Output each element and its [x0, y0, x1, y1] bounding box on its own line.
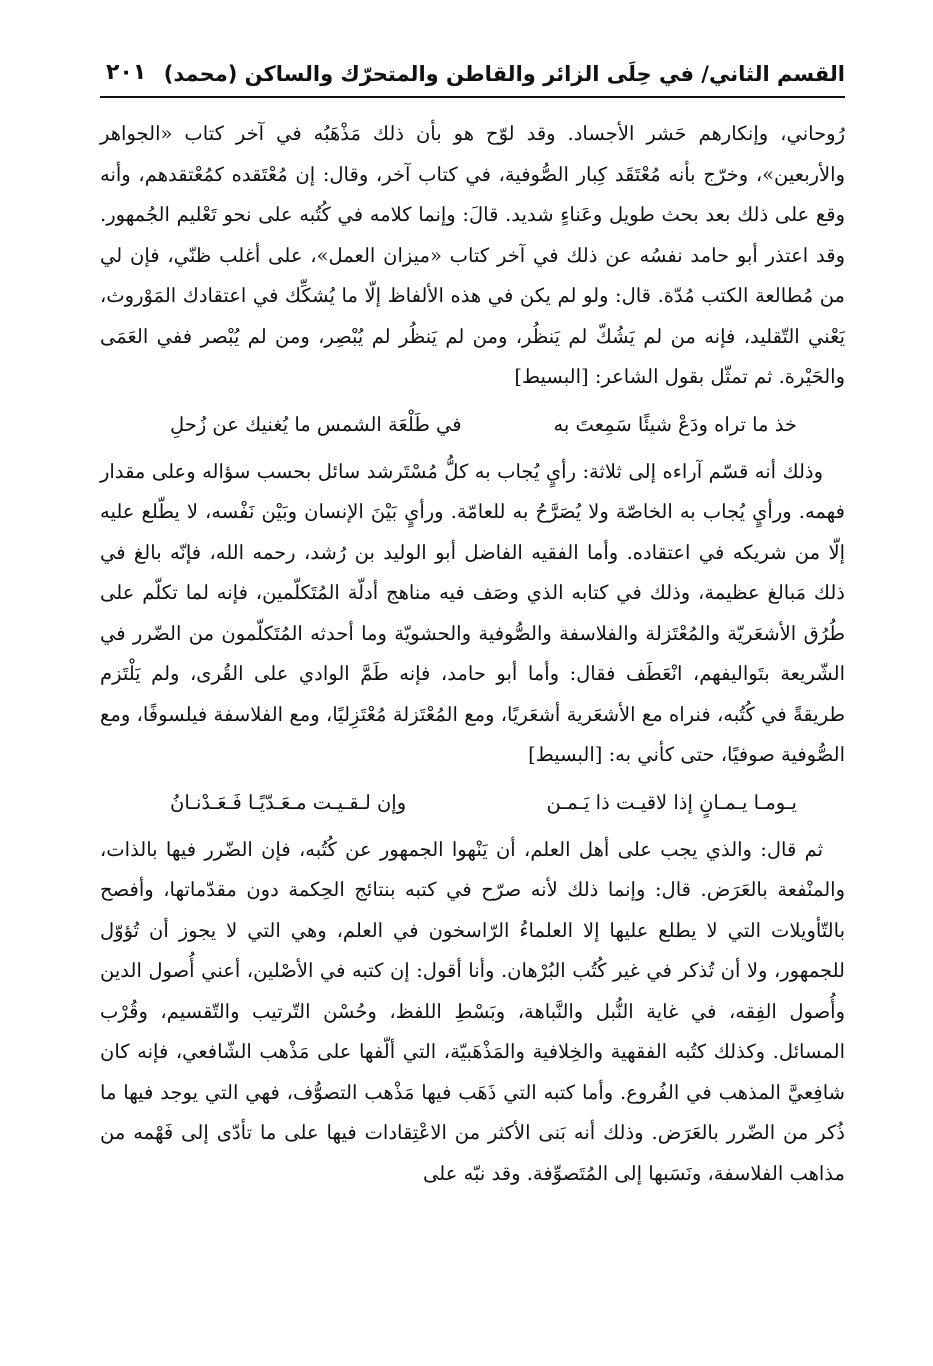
paragraph-2: وذلك أنه قسّم آراءه إلى ثلاثة: رأيٍ يُجاب به كلُّ مُسْتَرشد سائل بحسب سؤاله وعلى مقدار فهمه. ورأيٍ يُجاب به الخاصّة ولا يُصَرَّحُ به للعامّة. ورأيٍ بَيْنَ الإنسان وبَيْن نَفْسه، لا يطّلع عليه إلّا من شريكه في اعتقاده. وأما الفقيه الفاضل أبو الوليد بن رُشد، رحمه الله، فإنّه بالغ في ذلك مَبالغ عظيمة، وذلك في كتابه الذي وصَف فيه مناهج أدلّة المُتَكلّمين، فإنه لما تكلّم على طُرُق الأشعَريّة والمُعْتَزلة والفلاسفة والصُّوفية والحشويّة وما أحدثه المُتَكلّمون من الضّرر في الشّريعة بتَواليفهم، انْعَطَف فقال: وأما أبو حامد، فإنه طَمَّ الوادي على القُرى، ولم يَلْتَزم طريقةً في كُتُبه، فنراه مع الأشعَرية أشعَريًا، ومع المُعْتَزلة مُعْتَزِليًا، ومع الفلاسفة فيلسوفًا، ومع الصُّوفية صوفيًا، حتى كأني به: [البسيط]	[100, 459, 845, 766]
verse-1	[100, 398, 845, 452]
chapter-title: القسم الثاني/ في حِلَى الزائر والقاطن والمتحرّك والساكن (محمد)	[163, 62, 845, 86]
verse-1-second-hemistich: في طَلْعَة الشمس ما يُغنيك عن زُحلِ	[170, 412, 462, 436]
main-text	[100, 114, 845, 1194]
book-page	[100, 56, 845, 1346]
verse-2-second-hemistich: وإن لـقـيـت مـعَـدّيًـا فَـعَـدْنـانُ	[170, 790, 407, 814]
verse-2	[100, 776, 845, 830]
page-number: ٢٠١	[106, 60, 147, 85]
paragraph-3: ثم قال: والذي يجب على أهل العلم، أن يَنْهوا الجمهور عن كُتُبه، فإن الضّرر فيها بالذات، والمنْفعة بالعَرَض. قال: وإنما ذلك لأنه صرّح في كتبه بنتائج الحِكمة دون مقدّماتها، وأفصح بالتّأويلات التي لا يطلع عليها إلا العلماءُ الرّاسخون في العلم، وهي التي لا يجوز أن تُؤوّل للجمهور، ولا أن تُذكر في غير كُتُب البُرْهان. وأنا أقول: إن كتبه في الأصْلين، أعني أُصول الدين وأُصول الفِقه، في غاية النُّبل والنَّباهة، وبَسْطِ اللفظ، وحُسْن التّرتيب والتّقسيم، وقُرْب المسائل. وكذلك كتُبه الفقهية والخِلافية والمَذْهَبيّة، التي ألّفها على مَذْهب الشّافعي، فإنه كان شافِعيَّ المذهب في الفُروع. وأما كتبه التي ذَهَب فيها مَذْهب التصوُّف، فهي التي يوجد فيها ما ذُكر من الضّرر بالعَرَض. وذلك أنه بَنى الأكثر من الاعْتِقادات فيها على ما تأدّى إلى فَهْمه من مذاهب الفلاسفة، ونَسَبها إلى المُتَصوِّفة. وقد نبّه على	[100, 837, 845, 1185]
running-header	[100, 56, 845, 98]
paragraph-1: رُوحاني، وإنكارهم حَشر الأجساد. وقد لوّح هو بأن ذلك مَذْهَبُه في آخر كتاب «الجواهر والأربعين»، وخرّج بأنه مُعْتَقَد كِبار الصُّوفية، في كتاب آخر، وقال: إن مُعْتَقده كمُعْتقدهم، وأنه وقع على ذلك بعد بحث طويل وعَناءٍ شديد. قالَ: وإنما كلامه في كُتُبه على نحو تَعْليم الجُمهور. وقد اعتذر أبو حامد نفسُه عن ذلك في آخر كتاب «ميزان العمل»، على أغلب ظنّي، فإن لي من مُطالعة الكتب مُدّة. قال: ولو لم يكن في هذه الألفاظ إلّا ما يُشكِّك في اعتقادك المَوْروث، يَعْني التّقليد، فإنه من لم يَشُكّ لم يَنظُر، ومن لم يَنظُر لم يُبْصِر، ومن لم يُبْصر ففي العَمَى والحَيْرة. ثم تمثّل بقول الشاعر: [البسيط]	[100, 122, 845, 388]
verse-1-first-hemistich: خذ ما تراه ودَعْ شيئًا سَمِعتَ به	[553, 412, 797, 436]
verse-2-first-hemistich: يـومـا يـمـانٍ إذا لاقيـت ذا يَـمـن	[546, 790, 797, 814]
